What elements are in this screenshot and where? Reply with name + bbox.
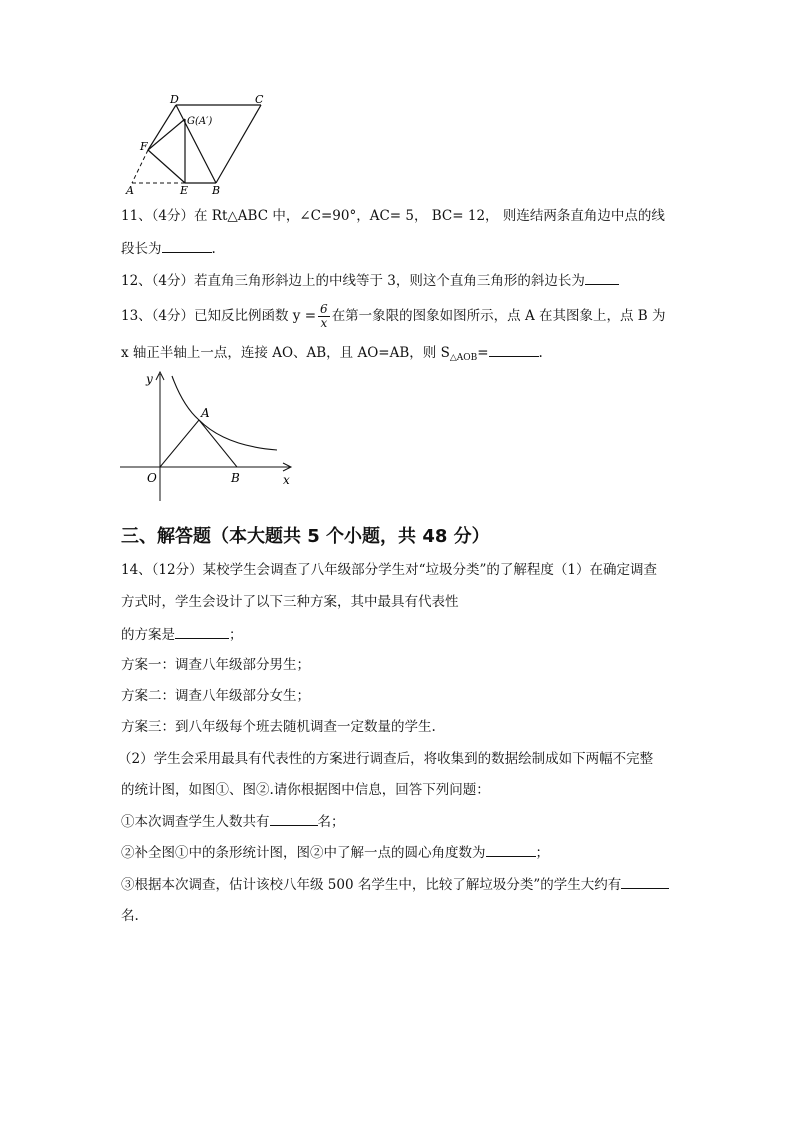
q14-sub2-pre: ②补全图①中的条形统计图，图②中了解一点的圆心角度数为 [121,845,486,861]
q13-fraction [318,303,330,330]
q14-line2: 方式时，学生会设计了以下三种方案，其中最具有代表性 [121,594,459,610]
label-a: A [126,184,134,197]
q13-answer-blank[interactable] [489,342,539,357]
label-b: B [212,184,221,197]
q14-plan2: 方案二：调查八年级部分女生； [121,688,310,704]
point-b-label: B [231,471,240,485]
q11-line2-pre: 段长为 [121,241,162,257]
q13-line1 [121,303,666,330]
q14-part2-line2: 的统计图，如图①、图②.请你根据图中信息，回答下列问题： [121,782,490,798]
label-g: G(A′) [187,116,213,127]
q13-line1-post: 在第一象限的图象如图所示，点 A 在其图象上，点 B 为 [331,308,666,324]
hyperbola-figure [115,366,305,506]
q14-line3-pre: 的方案是 [121,627,175,643]
q11-line1: 11、（4分）在 Rt△ABC 中，∠C=90°，AC= 5， BC= 12， 则连结两条直角边中点的线 [121,208,665,224]
q13-line1-pre: 13、（4分）已知反比例函数 y = [121,308,317,324]
q14-sub2-blank[interactable] [486,842,536,857]
q14-sub1-pre: ①本次调查学生人数共有 [121,814,270,830]
q14-sub3-line2: 名. [121,908,139,924]
q13-frac-num: 6 [320,302,328,316]
q13-frac-den: x [320,316,328,330]
q14-sub3-pre: ③根据本次调查，估计该校八年级 500 名学生中，比较了解垃圾分类”的学生大约有 [121,877,622,893]
q14-plan1: 方案一：调查八年级部分男生； [121,657,310,673]
q13-line2-post: . [538,345,543,361]
q13-area-subscript: △AOB [449,353,478,363]
q13-line2-pre: x 轴正半轴上一点，连接 AO、AB，且 AO=AB，则 S [121,345,450,361]
q12-line [121,270,619,291]
axis-y-label: y [146,372,153,386]
axis-x-label: x [283,473,290,487]
section-heading: 三、解答题（本大题共 5 个小题，共 48 分） [121,526,490,547]
label-d: D [170,93,179,106]
label-e: E [180,184,189,197]
q14-part2-line1: （2）学生会采用最具有代表性的方案进行调查后，将收集到的数据绘制成如下两幅不完整 [118,751,654,767]
q14-plan3: 方案三：到八年级每个班去随机调查一定数量的学生. [121,719,436,735]
q14-sub1-blank[interactable] [270,811,318,826]
label-c: C [255,93,264,106]
q14-line3-post: ； [229,627,243,643]
q14-sub1 [121,811,345,832]
q11-answer-blank[interactable] [162,238,212,253]
q14-sub2-post: ； [535,845,549,861]
q12-text: 12、（4分）若直角三角形斜边上的中线等于 3，则这个直角三角形的斜边长为 [121,273,585,289]
q14-line3 [121,624,243,645]
q14-line1: 14、（12分）某校学生会调查了八年级部分学生对“垃圾分类”的了解程度（1）在确定调查 [121,562,657,578]
q11-line2 [121,238,216,259]
q14-plan-blank[interactable] [175,624,229,639]
q13-line2-mid: = [477,345,489,361]
parallelogram-figure [118,92,288,202]
q14-sub1-post: 名； [317,814,345,830]
q13-line2 [121,342,543,368]
q14-sub3-blank[interactable] [621,874,669,889]
q12-answer-blank[interactable] [585,270,619,285]
label-f: F [140,140,148,153]
q14-sub2 [121,842,549,863]
origin-label: O [147,471,157,485]
q11-line2-post: . [211,241,216,257]
q14-sub3 [121,874,669,895]
point-a-label: A [201,406,210,420]
